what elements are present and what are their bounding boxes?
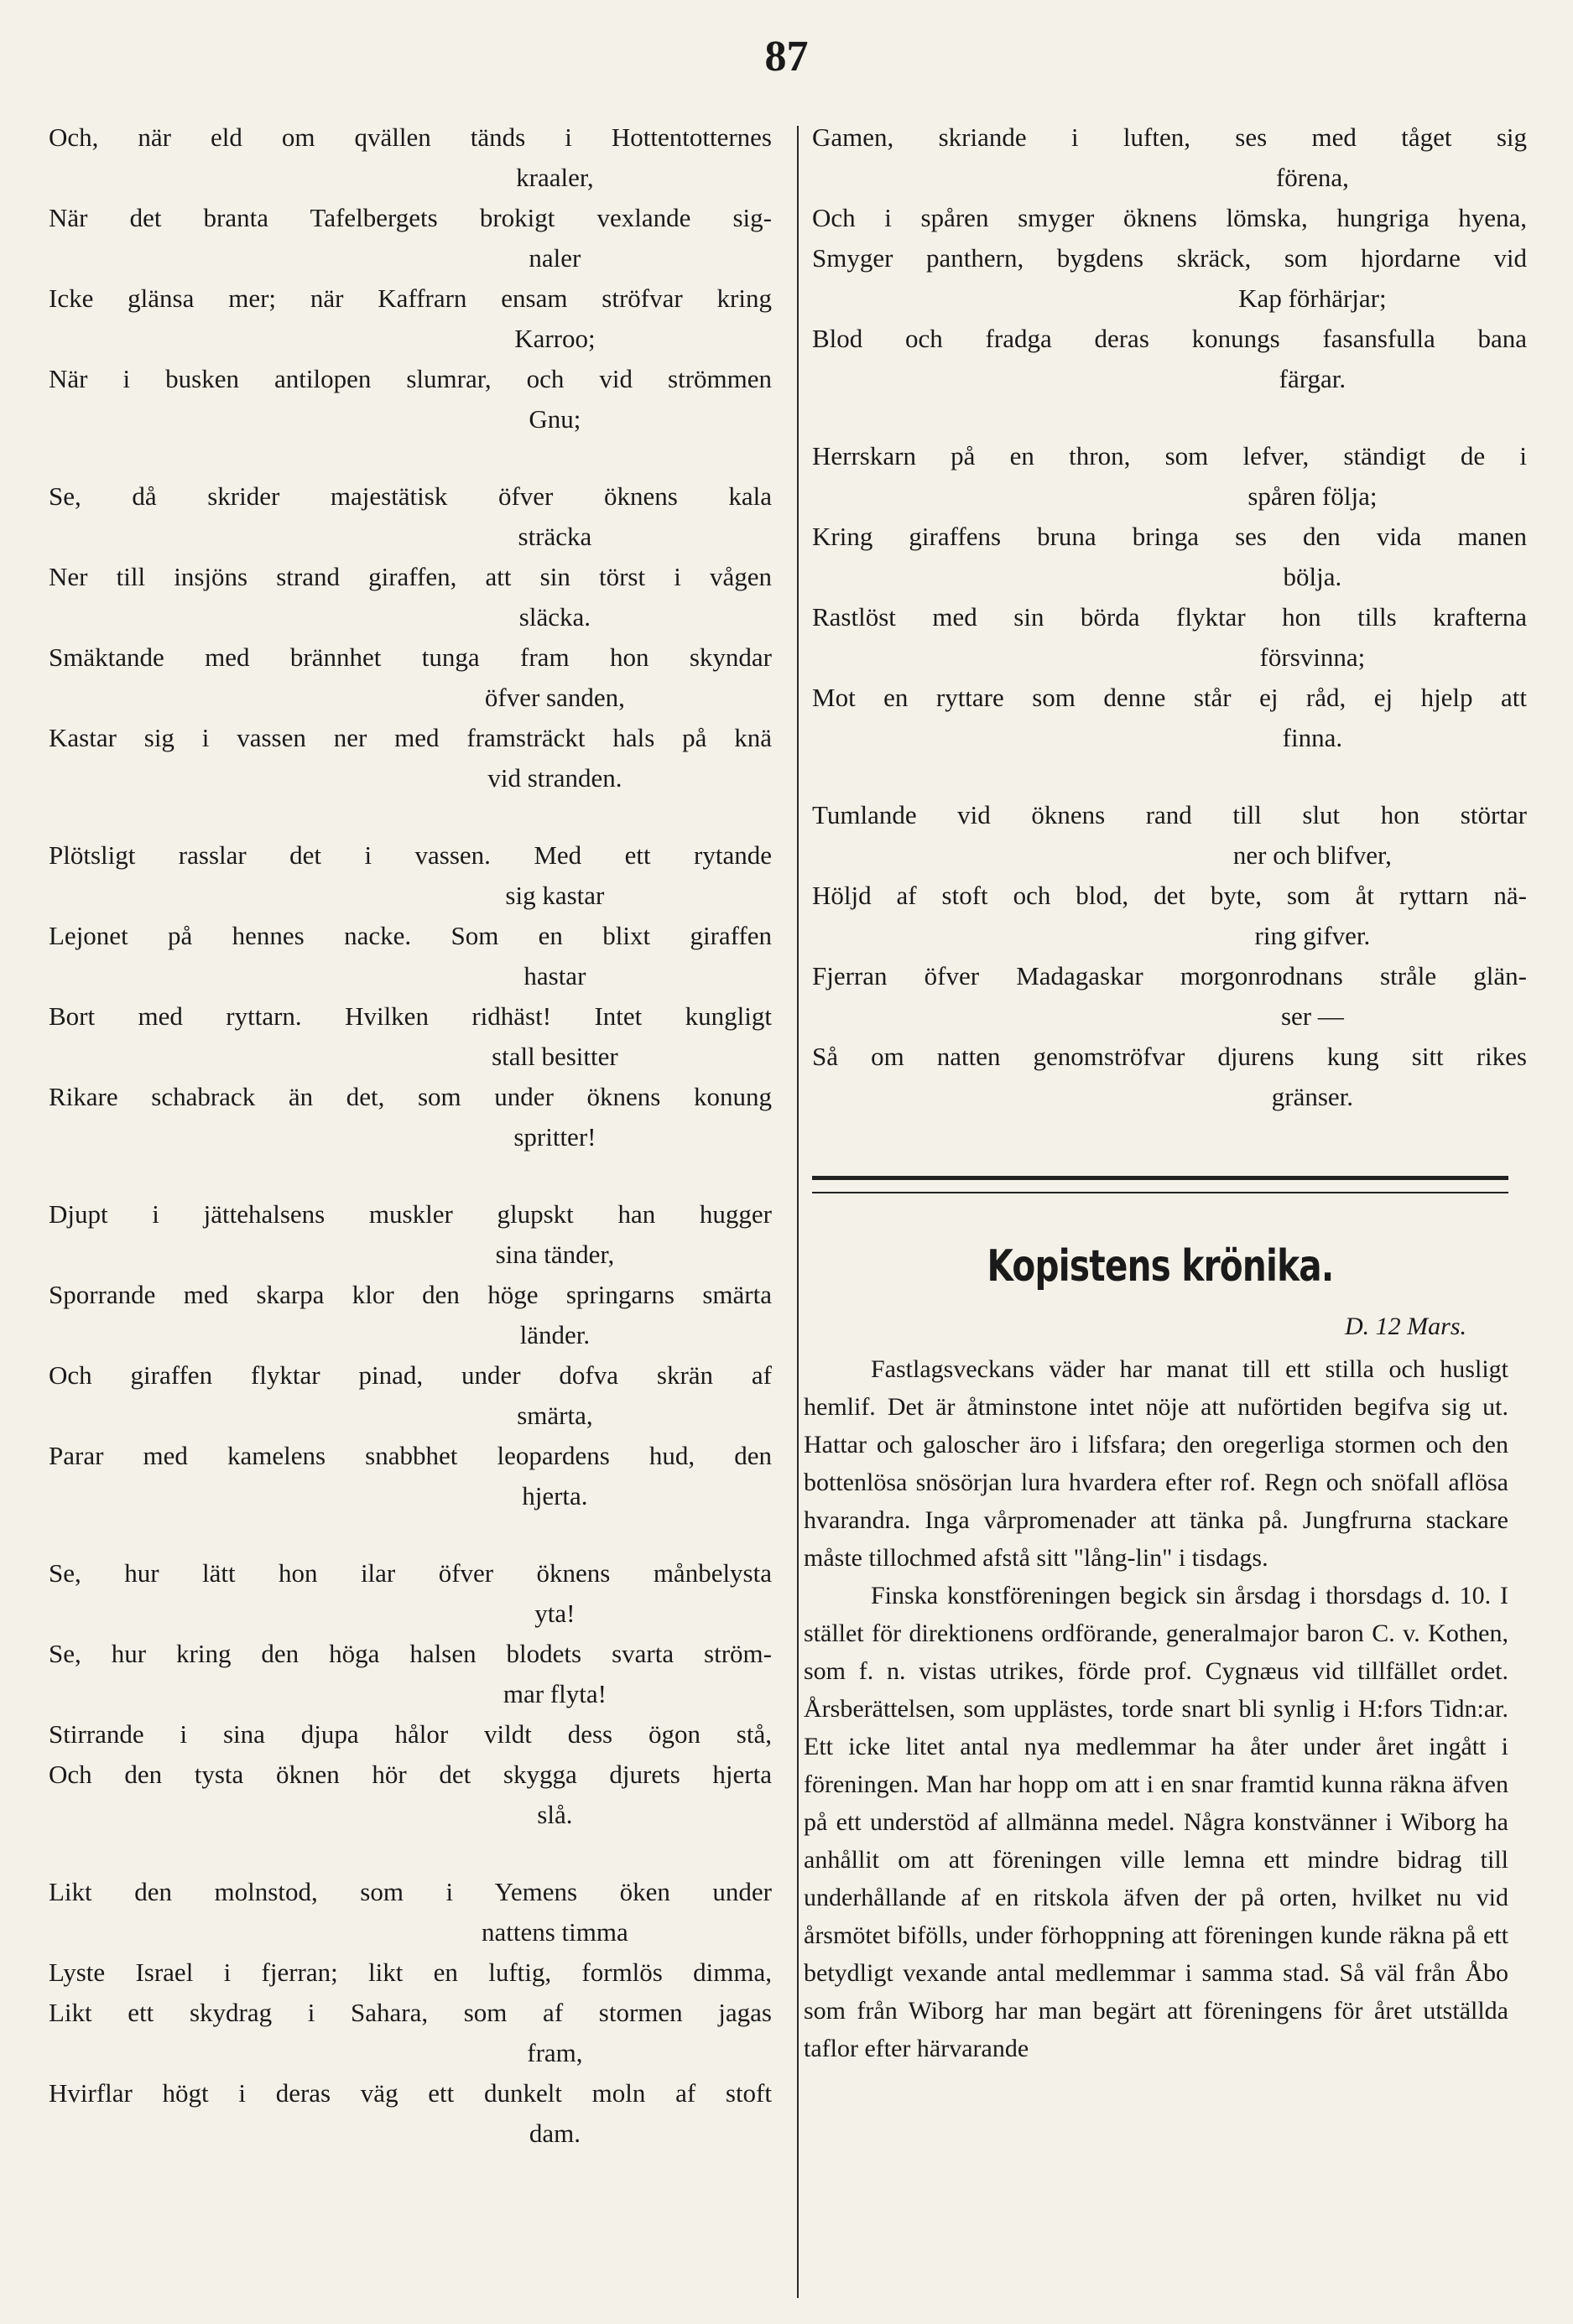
verse-line: Kring giraffens bruna bringa ses den vida manen [812,522,1527,551]
stanza [812,795,1527,1117]
verse-line: Blod och fradga deras konungs fasansfulla bana [812,324,1527,353]
verse-line-continuation: förena, [1275,163,1349,192]
verse-line: Bort med ryttarn. Hvilken ridhäst! Intet kungligt [49,1001,772,1031]
verse-line-continuation: sina tänder, [495,1240,615,1269]
verse-line: Herrskarn på en thron, som lefver, ständigt de i [812,441,1527,471]
verse-line-continuation: öfver sanden, [484,683,625,712]
article-body [804,1350,1508,2067]
verse-line: Lyste Israel i fjerran; likt en luftig, formlös dimma, [49,1957,772,1987]
verse-line-continuation: stall besitter [492,1042,618,1071]
verse-line: Se, då skrider majestätisk öfver öknens kala [49,481,772,511]
verse-line-continuation: spåren följa; [1247,481,1378,511]
verse-line: Smyger panthern, bygdens skräck, som hjordarne vid [812,243,1527,273]
verse-line: Och, när eld om qvällen tänds i Hottentotternes [49,122,772,152]
verse-line: Sporrande med skarpa klor den höge springarns smärta [49,1280,772,1309]
verse-line-continuation: nattens timma [482,1917,628,1947]
verse-line-continuation: dam. [529,2119,581,2148]
stanza [812,436,1527,758]
verse-line: Och i spåren smyger öknens lömska, hungriga hyena, [812,203,1527,232]
verse-line-continuation: ser — [1280,1001,1344,1031]
verse-line-continuation: naler [529,243,581,273]
article-dateline: D. 12 Mars. [1344,1313,1466,1340]
verse-line-continuation: ner och blifver, [1232,840,1392,870]
verse-line: När det branta Tafelbergets brokigt vexlande sig- [49,203,772,232]
page-number: 87 [764,33,809,81]
verse-line: Mot en ryttare som denne står ej råd, ej hjelp att [812,683,1527,712]
verse-line-continuation: bölja. [1283,562,1342,591]
verse-line-continuation: länder. [519,1320,591,1349]
verse-line-continuation: finna. [1282,723,1343,752]
verse-line-continuation: Gnu; [529,404,581,434]
verse-line-continuation: smärta, [517,1401,593,1430]
verse-line: Och giraffen flyktar pinad, under dofva skrän af [49,1360,772,1390]
verse-line-continuation: försvinna; [1259,642,1366,672]
stanza [812,117,1527,399]
stanza [49,1553,772,1835]
verse-line: Ner till insjöns strand giraffen, att sin törst i vågen [49,562,772,591]
verse-line-continuation: sig kastar [505,881,605,910]
section-divider [812,1176,1508,1193]
verse-line: Hvirflar högt i deras väg ett dunkelt moln af stoft [49,2078,772,2108]
poem-left-column [49,117,772,2191]
verse-line: Lejonet på hennes nacke. Som en blixt giraffen [49,921,772,950]
verse-line-continuation: sträcka [518,522,592,551]
verse-line-continuation: kraaler, [516,163,594,192]
verse-line-continuation: Karroo; [514,324,596,353]
verse-line-continuation: färgar. [1279,364,1346,393]
verse-line: Kastar sig i vassen ner med framsträckt hals på knä [49,723,772,752]
verse-line-continuation: släcka. [518,602,591,632]
verse-line-continuation: mar flyta! [503,1679,607,1708]
verse-line: Så om natten genomströfvar djurens kung sitt rikes [812,1042,1527,1071]
verse-line-continuation: yta! [534,1599,576,1628]
verse-line-continuation: Kap förhärjar; [1238,283,1387,313]
verse-line: Tumlande vid öknens rand till slut hon störtar [812,800,1527,829]
verse-line: Se, hur kring den höga halsen blodets svarta ström- [49,1639,772,1668]
stanza [49,835,772,1157]
verse-line: När i busken antilopen slumrar, och vid strömmen [49,364,772,393]
verse-line-continuation: hjerta. [522,1481,588,1510]
verse-line: Likt ett skydrag i Sahara, som af stormen jagas [49,1998,772,2027]
stanza [49,1872,772,2154]
verse-line: Och den tysta öknen hör det skygga djurets hjerta [49,1760,772,1789]
verse-line: Likt den molnstod, som i Yemens öken under [49,1877,772,1906]
verse-line-continuation: spritter! [513,1122,596,1152]
verse-line: Icke glänsa mer; när Kaffrarn ensam ströfvar kring [49,283,772,313]
verse-line: Djupt i jättehalsens muskler glupskt han hugger [49,1199,772,1229]
verse-line: Se, hur lätt hon ilar öfver öknens månbelysta [49,1558,772,1588]
article-paragraph: Finska konstföreningen begick sin årsdag i thorsdags d. 10. I stället för direktionens ordförande, generalmajor baron C. v. Kothen, som f. n. vistas utrikes, förde prof. Cygnæus vid tillfället ordet. Årsberättelsen, som upplästes, torde snart bli synlig i H:fors Tidn:ar. Ett icke litet antal nya medlemmar ha åter under året ingått i föreningen. Man har hopp om att i en snar framtid kunna räkna äfven på ett understöd af allmänna medel. Några konstvänner i Wiborg ha anhållit om att föreningen ville lemna ett mindre bidrag till underhållande af en ritskola äfven der på orten, hvilket nu vid årsmötet bifölls, under förhoppning att föreningen kunde räkna på ett betydligt vexande antal medlemmar i samma stad. Så väl från Åbo som från Wiborg har man begärt att föreningens för året utställda taflor efter härvarande [804,1582,1508,2062]
poem-right-column [812,117,1527,1154]
verse-line: Plötsligt rasslar det i vassen. Med ett rytande [49,840,772,870]
verse-line: Fjerran öfver Madagaskar morgonrodnans stråle glän- [812,961,1527,990]
article-title: Kopistens krönika. [987,1241,1334,1292]
verse-line-continuation: gränser. [1271,1082,1354,1111]
verse-line-continuation: hastar [523,961,586,990]
verse-line: Gamen, skriande i luften, ses med tåget sig [812,122,1527,152]
stanza [49,476,772,798]
stanza [49,117,772,439]
verse-line: Höljd af stoft och blod, det byte, som åt ryttarn nä- [812,881,1527,910]
verse-line-continuation: ring gifver. [1254,921,1371,950]
verse-line: Rastlöst med sin börda flyktar hon tills krafterna [812,602,1527,632]
article-paragraph: Fastlagsveckans väder har manat till ett stilla och husligt hemlif. Det är åtminstone intet nöje att nuförtiden begifva sig ut. Hattar och galoscher äro i lifsfara; den oregerliga stormen och den bottenlösa snösörjan lura hvardera efter rof. Regn och snöfall aflösa hvarandra. Inga vårpromenader att tänka på. Jungfrurna stackare måste tillochmed afstå sitt "lång-lin" i tisdags. [804,1355,1508,1572]
verse-line: Parar med kamelens snabbhet leopardens hud, den [49,1441,772,1470]
verse-line: Rikare schabrack än det, som under öknens konung [49,1082,772,1111]
verse-line-continuation: vid stranden. [487,763,622,793]
verse-line: Smäktande med brännhet tunga fram hon skyndar [49,642,772,672]
stanza [49,1194,772,1516]
column-divider [797,126,799,2298]
verse-line-continuation: slå. [537,1800,573,1829]
verse-line-continuation: fram, [527,2038,583,2067]
verse-line: Stirrande i sina djupa hålor vildt dess ögon stå, [49,1719,772,1749]
